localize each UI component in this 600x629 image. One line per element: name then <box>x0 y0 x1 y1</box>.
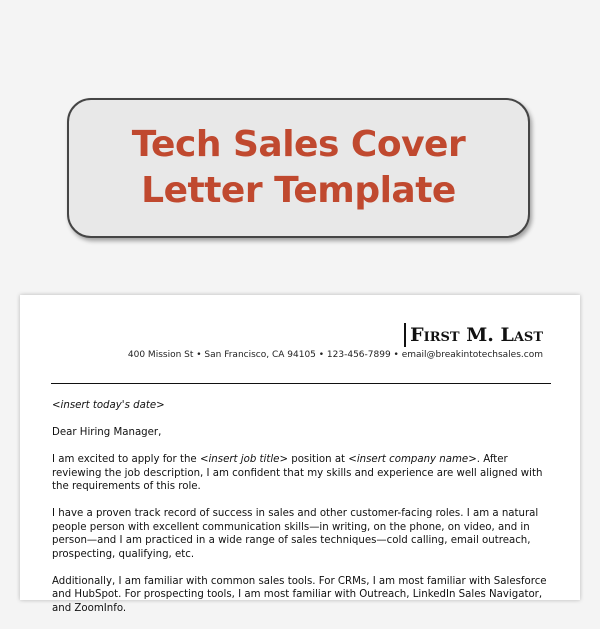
job-title-placeholder: <insert job title> <box>199 454 288 465</box>
header-divider <box>51 383 551 384</box>
date-placeholder: <insert today's date> <box>52 400 165 411</box>
letter-header <box>128 323 543 360</box>
title-banner <box>67 98 530 238</box>
applicant-name: First M. Last <box>404 323 543 347</box>
letter-body <box>52 399 552 629</box>
paragraph-experience: I have a proven track record of success in sales and other customer-facing roles. I am a natural people person with excellent communication skills—in writing, on the phone, on video, and in person—and I am practiced in a wide range of sales techniques—cold calling, email outreach, prospecting, qualifying, etc. <box>52 508 539 560</box>
banner-title-line-1: Tech Sales Cover <box>131 124 466 165</box>
paragraph-intro-text-b: position at <box>287 454 349 465</box>
salutation: Dear Hiring Manager, <box>52 427 162 438</box>
paragraph-tools: Additionally, I am familiar with common sales tools. For CRMs, I am most familiar with Salesforce and HubSpot. For prospecting tools, I am most familiar with Outreach, LinkedIn Sales Navigator, and ZoomInfo. <box>52 575 547 614</box>
banner-title-line-2: Letter Template <box>141 170 456 211</box>
paragraph-intro-text-c: . After reviewing the job description, I am confident that my skills and experience are well aligned with the requirements of this role. <box>52 454 543 492</box>
company-name-placeholder: <insert company name> <box>348 454 477 465</box>
paragraph-intro <box>52 453 552 494</box>
cover-letter-page <box>20 295 580 614</box>
contact-info: 400 Mission St • San Francisco, CA 94105 • 123-456-7899 • email@breakintotechsales.com <box>127 350 543 360</box>
paragraph-intro-text-a: I am excited to apply for the <box>52 454 200 465</box>
